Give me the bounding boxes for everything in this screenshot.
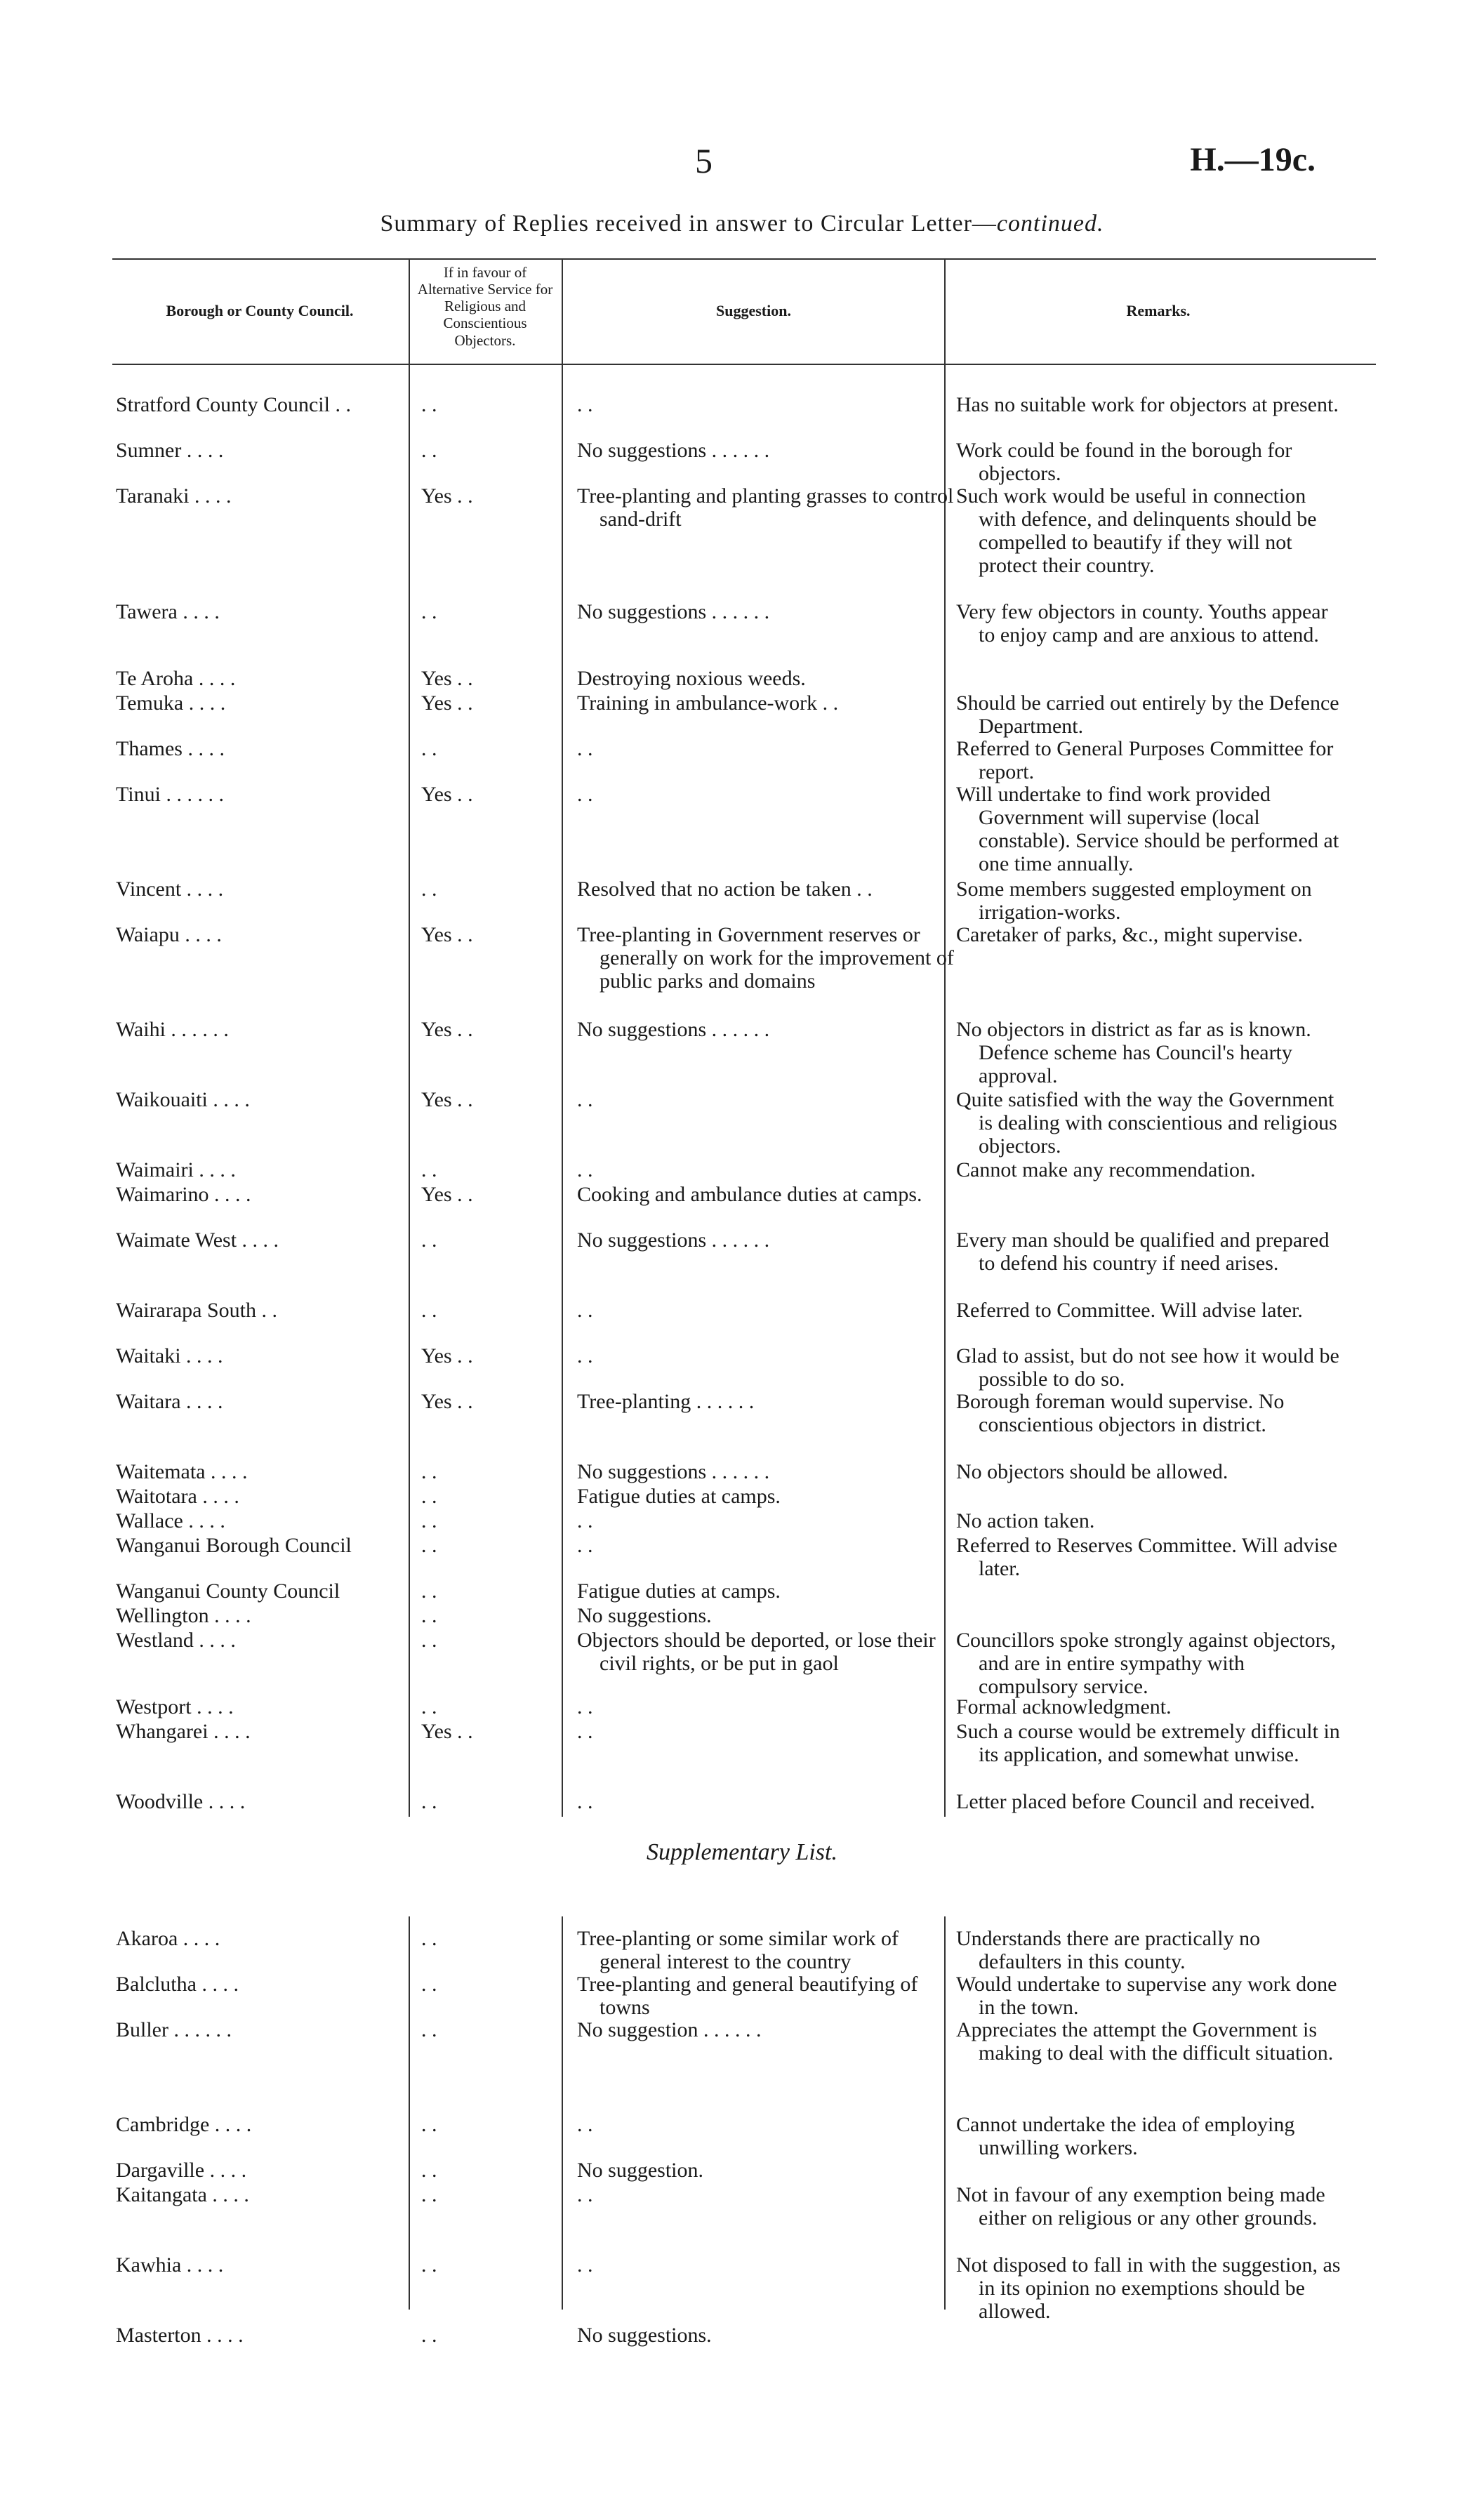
supp-divider-1 [409,1916,410,2310]
council-cell: Sumner . . . . [116,439,224,462]
remarks-cell: Cannot make any recommendation. [956,1158,1256,1181]
remarks-cell: Glad to assist, but do not see how it would be possible to do so. [956,1344,1339,1391]
council-cell: Whangarei . . . . [116,1720,251,1743]
table-top-rule [112,258,1376,260]
favour-cell: . . [421,1695,437,1718]
header-favour: If in favour of Alternative Service for Religious and Conscientious Objectors. [417,264,553,349]
council-cell: Cambridge . . . . [116,2113,252,2136]
summary-title [0,211,1484,237]
header-remarks: Remarks. [1126,302,1191,319]
favour-cell: Yes . . [421,1183,473,1206]
favour-cell: . . [421,1509,437,1532]
remarks-cell: No objectors should be allowed. [956,1460,1228,1483]
favour-cell: . . [421,1604,437,1627]
council-cell: Wairarapa South . . [116,1299,278,1322]
council-cell: Te Aroha . . . . [116,667,236,690]
suggestion-cell: Tree-planting or some similar work of general interest to the country [577,1927,899,1973]
favour-cell: Yes . . [421,783,473,806]
document-code: H.—19c. [1190,141,1316,178]
favour-cell: . . [421,1158,437,1181]
favour-cell: . . [421,600,437,623]
suggestion-cell: Tree-planting . . . . . . [577,1390,755,1413]
header-suggestion: Suggestion. [716,302,791,319]
favour-cell: . . [421,877,437,901]
suggestion-cell: . . [577,783,593,806]
table-header-rule [112,364,1376,365]
favour-cell: Yes . . [421,1018,473,1041]
remarks-cell: Formal acknowledgment. [956,1695,1172,1718]
remarks-cell: Cannot undertake the idea of employing unwilling workers. [956,2113,1295,2159]
council-cell: Dargaville . . . . [116,2159,247,2182]
suggestion-cell: . . [577,1509,593,1532]
suggestion-cell: . . [577,2253,593,2277]
council-cell: Thames . . . . [116,737,225,760]
suggestion-cell: . . [577,737,593,760]
remarks-cell: Work could be found in the borough for objectors. [956,439,1292,485]
council-cell: Kaitangata . . . . [116,2183,249,2206]
favour-cell: . . [421,1629,437,1652]
suggestion-cell: No suggestions . . . . . . [577,1018,770,1041]
favour-cell: . . [421,737,437,760]
favour-cell: . . [421,1579,437,1603]
council-cell: Westland . . . . [116,1629,236,1652]
favour-cell: . . [421,1460,437,1483]
favour-cell: . . [421,2183,437,2206]
favour-cell: . . [421,1299,437,1322]
council-cell: Vincent . . . . [116,877,224,901]
council-cell: Tawera . . . . [116,600,220,623]
suggestion-cell: . . [577,393,593,416]
council-cell: Waimarino . . . . [116,1183,251,1206]
remarks-cell: Referred to Reserves Committee. Will advise later. [956,1534,1338,1580]
favour-cell: . . [421,2018,437,2041]
remarks-cell: Caretaker of parks, &c., might supervise. [956,923,1304,946]
council-cell: Waimate West . . . . [116,1228,279,1252]
favour-cell: Yes . . [421,1088,473,1111]
suggestion-cell: Training in ambulance-work . . [577,691,839,715]
council-cell: Wanganui County Council [116,1579,340,1603]
summary-title-main: Summary of Replies received in answer to Circular Letter— [380,211,997,237]
favour-cell: Yes . . [421,667,473,690]
suggestion-cell: No suggestions . . . . . . [577,439,770,462]
favour-cell: . . [421,2159,437,2182]
suggestion-cell: No suggestions . . . . . . [577,1460,770,1483]
council-cell: Waihi . . . . . . [116,1018,229,1041]
remarks-cell: Councillors spoke strongly against objectors, and are in entire sympathy with compulsory service. [956,1629,1336,1698]
council-cell: Taranaki . . . . [116,484,232,508]
council-cell: Waikouaiti . . . . [116,1088,250,1111]
remarks-cell: No objectors in district as far as is known. Defence scheme has Council's hearty approval. [956,1018,1311,1087]
suggestion-cell: Resolved that no action be taken . . [577,877,873,901]
council-cell: Masterton . . . . [116,2324,244,2347]
remarks-cell: Such work would be useful in connection with defence, and delinquents should be compelled to beautify if they will not protect their country. [956,484,1317,577]
remarks-cell: Very few objectors in county. Youths appear to enjoy camp and are anxious to attend. [956,600,1328,647]
suggestion-cell: No suggestions . . . . . . [577,600,770,623]
page-number: 5 [695,141,713,180]
council-cell: Waitara . . . . [116,1390,223,1413]
remarks-cell: Letter placed before Council and received. [956,1790,1316,1813]
remarks-cell: Understands there are practically no defaulters in this county. [956,1927,1261,1973]
suggestion-cell: Objectors should be deported, or lose their civil rights, or be put in gaol [577,1629,936,1675]
suggestion-cell: . . [577,1720,593,1743]
remarks-cell: Every man should be qualified and prepared to defend his country if need arises. [956,1228,1330,1275]
favour-cell: . . [421,439,437,462]
council-cell: Stratford County Council . . [116,393,351,416]
council-cell: Waiapu . . . . [116,923,222,946]
remarks-cell: Borough foreman would supervise. No conscientious objectors in district. [956,1390,1285,1436]
council-cell: Wanganui Borough Council [116,1534,352,1557]
suggestion-cell: No suggestions. [577,1604,712,1627]
council-cell: Waimairi . . . . [116,1158,236,1181]
suggestion-cell: No suggestions . . . . . . [577,1228,770,1252]
suggestion-cell: Cooking and ambulance duties at camps. [577,1183,922,1206]
suggestion-cell: . . [577,2113,593,2136]
council-cell: Temuka . . . . [116,691,226,715]
remarks-cell: Referred to Committee. Will advise later. [956,1299,1303,1322]
favour-cell: . . [421,2324,437,2347]
remarks-cell: Not disposed to fall in with the suggestion, as in its opinion no exemptions should be allowed. [956,2253,1341,2323]
favour-cell: Yes . . [421,923,473,946]
remarks-cell: Such a course would be extremely difficult in its application, and somewhat unwise. [956,1720,1340,1766]
suggestion-cell: . . [577,2183,593,2206]
remarks-cell: Referred to General Purposes Committee for report. [956,737,1334,783]
council-cell: Wellington . . . . [116,1604,251,1627]
remarks-cell: Not in favour of any exemption being made either on religious or any other grounds. [956,2183,1325,2230]
council-cell: Wallace . . . . [116,1509,225,1532]
favour-cell: . . [421,393,437,416]
remarks-cell: Should be carried out entirely by the Defence Department. [956,691,1339,738]
remarks-cell: Would undertake to supervise any work done in the town. [956,1973,1337,2019]
favour-cell: Yes . . [421,1720,473,1743]
council-cell: Kawhia . . . . [116,2253,224,2277]
suggestion-cell: Tree-planting and planting grasses to control sand-drift [577,484,954,531]
suggestion-cell: Tree-planting and general beautifying of towns [577,1973,918,2019]
favour-cell: . . [421,2113,437,2136]
council-cell: Balclutha . . . . [116,1973,239,1996]
suggestion-cell: . . [577,1344,593,1367]
favour-cell: . . [421,1790,437,1813]
remarks-cell: Some members suggested employment on irrigation-works. [956,877,1312,924]
remarks-cell: No action taken. [956,1509,1095,1532]
summary-title-continued: continued. [996,211,1104,237]
council-cell: Woodville . . . . [116,1790,246,1813]
remarks-cell: Appreciates the attempt the Government is making to deal with the difficult situation. [956,2018,1334,2065]
suggestion-cell: . . [577,1534,593,1557]
suggestion-cell: . . [577,1088,593,1111]
favour-cell: . . [421,1927,437,1950]
suggestion-cell: No suggestion. [577,2159,703,2182]
suggestion-cell: . . [577,1158,593,1181]
suggestion-cell: Fatigue duties at camps. [577,1485,781,1508]
suggestion-cell: . . [577,1790,593,1813]
supplementary-title: Supplementary List. [647,1839,837,1865]
suggestion-cell: No suggestions. [577,2324,712,2347]
council-cell: Akaroa . . . . [116,1927,220,1950]
favour-cell: Yes . . [421,484,473,508]
council-cell: Waitaki . . . . [116,1344,223,1367]
favour-cell: . . [421,1534,437,1557]
favour-cell: . . [421,2253,437,2277]
favour-cell: Yes . . [421,1344,473,1367]
favour-cell: . . [421,1485,437,1508]
favour-cell: Yes . . [421,691,473,715]
suggestion-cell: Destroying noxious weeds. [577,667,806,690]
supp-divider-2 [562,1916,563,2310]
header-council: Borough or County Council. [166,302,354,319]
remarks-cell: Quite satisfied with the way the Government is dealing with conscientious and religious objectors. [956,1088,1337,1158]
suggestion-cell: Fatigue duties at camps. [577,1579,781,1603]
favour-cell: Yes . . [421,1390,473,1413]
favour-cell: . . [421,1228,437,1252]
favour-cell: . . [421,1973,437,1996]
council-cell: Waitemata . . . . [116,1460,248,1483]
council-cell: Westport . . . . [116,1695,234,1718]
council-cell: Waitotara . . . . [116,1485,239,1508]
column-divider-1 [409,258,410,1817]
suggestion-cell: . . [577,1695,593,1718]
remarks-cell: Has no suitable work for objectors at present. [956,393,1339,416]
council-cell: Tinui . . . . . . [116,783,224,806]
suggestion-cell: Tree-planting in Government reserves or generally on work for the improvement of public parks and domains [577,923,954,993]
council-cell: Buller . . . . . . [116,2018,232,2041]
suggestion-cell: . . [577,1299,593,1322]
remarks-cell: Will undertake to find work provided Government will supervise (local constable). Service should be performed at one time annually. [956,783,1339,875]
suggestion-cell: No suggestion . . . . . . [577,2018,762,2041]
column-divider-2 [562,258,563,1817]
